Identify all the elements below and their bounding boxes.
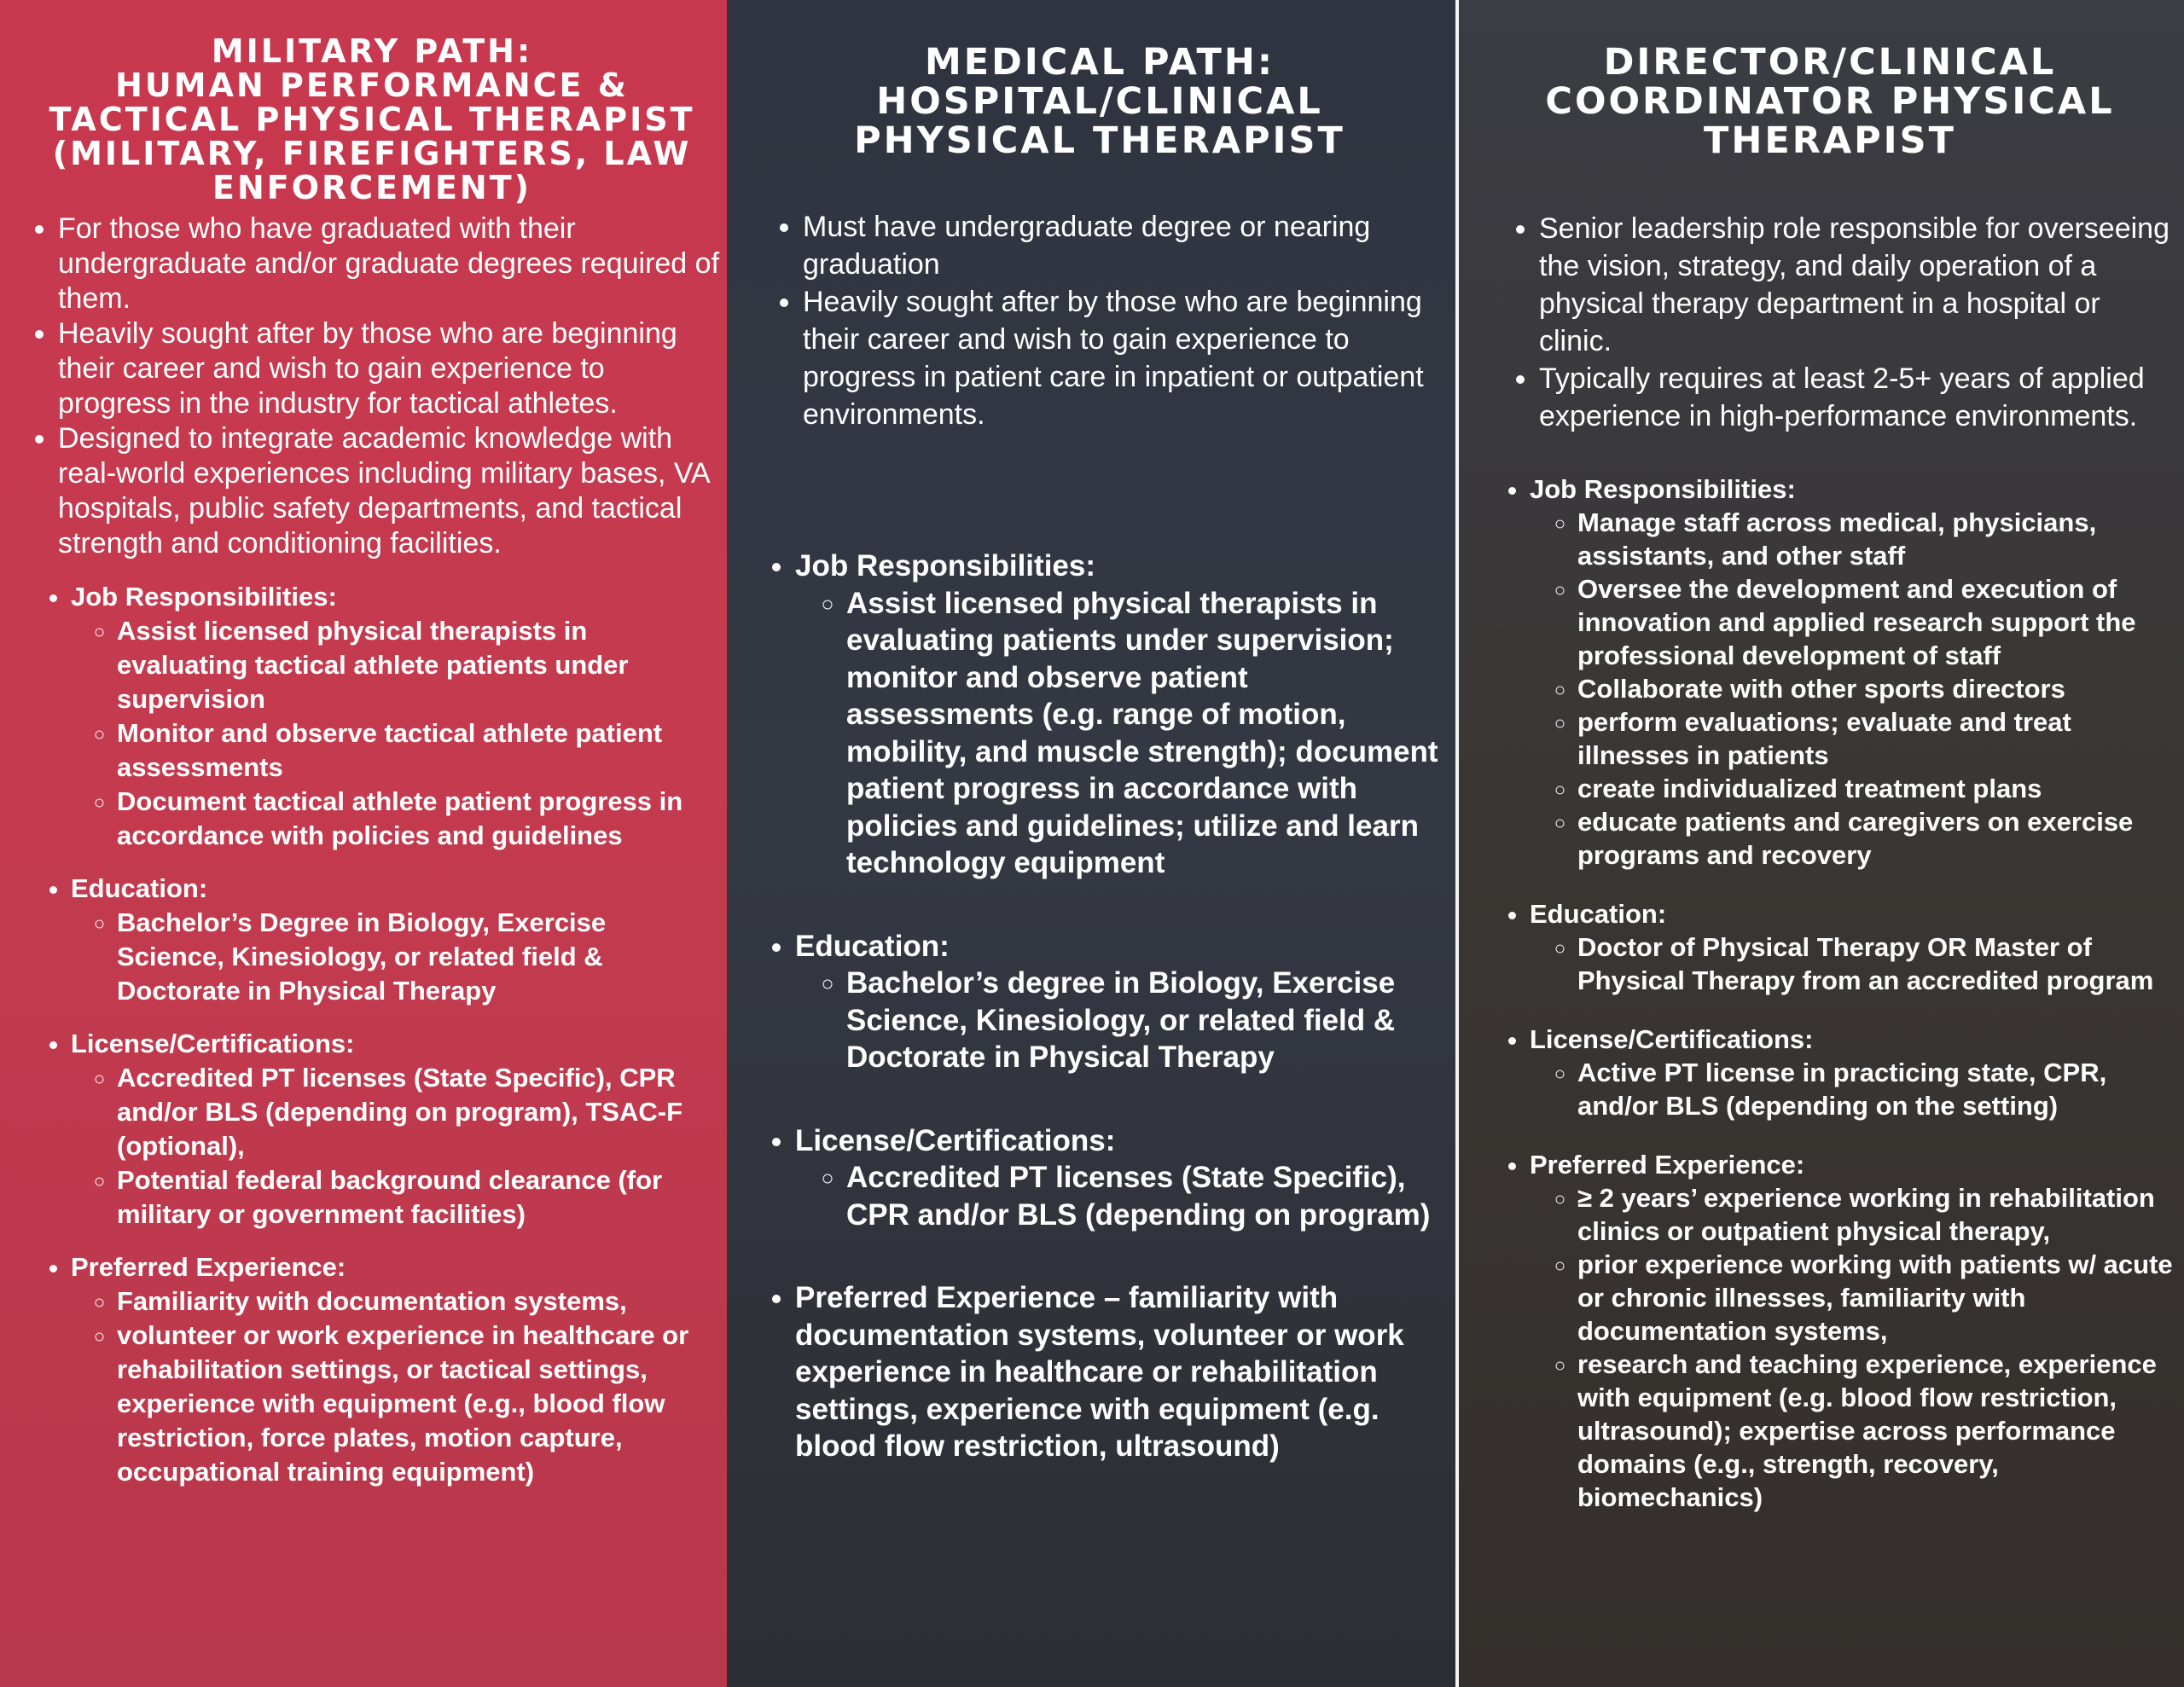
intro-list: [1484, 210, 2175, 435]
director-title: [1484, 43, 2175, 160]
list-item: ◦ Bachelor’s degree in Biology, Exercise Science, Kinesiology, or related field & Doctorate in Physical Therapy: [846, 965, 1438, 1076]
list-item: ◦ Assist licensed physical therapists in evaluating patients under supervision; monitor and observe patient assessments (e.g. range of motion, mobility, and muscle strength); document patient progress in accordance with policies and guidelines; utilize and learn technology equipment: [846, 585, 1438, 882]
title-line: THERAPIST: [1704, 119, 1956, 162]
list-item: ◦ ≥ 2 years’ experience working in rehabilitation clinics or outpatient physical therapy,: [1577, 1181, 2175, 1248]
list-item: ◦ Bachelor’s Degree in Biology, Exercise Science, Kinesiology, or related field & Doctorate in Physical Therapy: [117, 906, 720, 1008]
list-item: ◦ Document tactical athlete patient progress in accordance with policies and guidelines: [117, 785, 720, 853]
list-item: ◦ educate patients and caregivers on exercise programs and recovery: [1577, 805, 2175, 872]
list-item: ◦ Potential federal background clearance (for military or government facilities): [117, 1163, 720, 1232]
intro-item: • Senior leadership role responsible for overseeing the vision, strategy, and daily operation of a physical therapy department in a hospital or clinic.: [1539, 210, 2175, 360]
list-item: ◦ create individualized treatment plans: [1577, 772, 2175, 805]
intro-item: • Must have undergraduate degree or nearing graduation: [803, 208, 1438, 283]
section-preferred-experience: [71, 1250, 720, 1489]
medical-path-column: [727, 0, 1455, 1687]
section-label: Preferred Experience – familiarity with documentation systems, volunteer or work experience in healthcare or rehabilitation settings, experience with equipment (e.g. blood flow restriction, ultrasound): [795, 1281, 1404, 1463]
list-item: ◦ Accredited PT licenses (State Specific), CPR and/or BLS (depending on program): [846, 1159, 1438, 1233]
intro-item: • Designed to integrate academic knowledge with real-world experiences including military bases, VA hospitals, public safety departments, and tactical strength and conditioning facilities.: [58, 421, 720, 561]
section-license-certifications: [1530, 1023, 2175, 1122]
section-education: [71, 872, 720, 1008]
title-line: MEDICAL PATH:: [924, 41, 1275, 84]
section-label: License/Certifications:: [1530, 1024, 1814, 1054]
intro-item: • For those who have graduated with their undergraduate and/or graduate degrees required of them.: [58, 212, 720, 316]
section-label: Job Responsibilities:: [71, 582, 337, 612]
section-label: License/Certifications:: [795, 1123, 1116, 1157]
medical-path-title: [761, 43, 1438, 160]
list-item: ◦ Active PT license in practicing state, CPR, and/or BLS (depending on the setting): [1577, 1056, 2175, 1122]
section-preferred-experience: [1530, 1148, 2175, 1514]
section-label: Job Responsibilities:: [1530, 474, 1796, 504]
list-item: ◦ Manage staff across medical, physicians, assistants, and other staff: [1577, 506, 2175, 572]
section-label: Preferred Experience:: [1530, 1150, 1805, 1180]
title-line: DIRECTOR/CLINICAL: [1603, 41, 2057, 84]
title-line: MILITARY PATH:: [211, 32, 533, 70]
section-label: Job Responsibilities:: [795, 549, 1095, 583]
intro-item: • Heavily sought after by those who are beginning their career and wish to gain experience to progress in patient care in inpatient or outpatient environments.: [803, 283, 1438, 433]
section-license-certifications: [795, 1122, 1438, 1234]
intro-item: • Typically requires at least 2-5+ years of applied experience in high-performance environments.: [1539, 360, 2175, 435]
section-preferred-experience: [795, 1279, 1438, 1465]
intro-list: [761, 208, 1438, 433]
section-job-responsibilities: [1530, 472, 2175, 872]
list-item: ◦ Monitor and observe tactical athlete patient assessments: [117, 716, 720, 785]
section-label: Education:: [795, 929, 950, 963]
list-item: ◦ research and teaching experience, experience with equipment (e.g. blood flow restriction, ultrasound); expertise across performance domains (e.g., strength, recovery, biomechanics): [1577, 1348, 2175, 1514]
list-item: ◦ volunteer or work experience in healthcare or rehabilitation settings, or tactical settings, experience with equipment (e.g., blood flow restriction, force plates, motion capture, occupational training equipment): [117, 1319, 720, 1489]
title-line: TACTICAL PHYSICAL THERAPIST: [49, 101, 695, 138]
list-item: ◦ Doctor of Physical Therapy OR Master of Physical Therapy from an accredited program: [1577, 930, 2175, 997]
section-list: [1484, 472, 2175, 1514]
director-column: [1459, 0, 2184, 1687]
list-item: ◦ Familiarity with documentation systems,: [117, 1284, 720, 1319]
section-education: [1530, 897, 2175, 997]
list-item: ◦ Oversee the development and execution of innovation and applied research support the professional development of staff: [1577, 572, 2175, 672]
section-job-responsibilities: [795, 548, 1438, 882]
section-education: [795, 928, 1438, 1076]
title-line: PHYSICAL THERAPIST: [854, 119, 1345, 162]
section-label: Education:: [1530, 899, 1667, 929]
section-license-certifications: [71, 1027, 720, 1232]
military-path-title: [24, 34, 720, 205]
intro-item: • Heavily sought after by those who are beginning their career and wish to gain experience to progress in the industry for tactical athletes.: [58, 316, 720, 421]
title-line: COORDINATOR PHYSICAL: [1545, 80, 2115, 123]
section-label: License/Certifications:: [71, 1029, 355, 1058]
section-list: [24, 580, 720, 1489]
section-job-responsibilities: [71, 580, 720, 853]
title-line: HUMAN PERFORMANCE &: [115, 67, 629, 104]
military-path-column: [0, 0, 727, 1687]
section-list: [761, 548, 1438, 1465]
list-item: ◦ perform evaluations; evaluate and treat illnesses in patients: [1577, 705, 2175, 772]
title-line: (MILITARY, FIREFIGHTERS, LAW: [52, 135, 692, 172]
intro-list: [24, 212, 720, 561]
section-label: Preferred Experience:: [71, 1252, 346, 1282]
section-label: Education:: [71, 873, 208, 903]
list-item: ◦ Accredited PT licenses (State Specific), CPR and/or BLS (depending on program), TSAC-F (optional),: [117, 1061, 720, 1163]
list-item: ◦ prior experience working with patients w/ acute or chronic illnesses, familiarity with documentation systems,: [1577, 1248, 2175, 1348]
list-item: ◦ Collaborate with other sports directors: [1577, 672, 2175, 705]
title-line: ENFORCEMENT): [212, 169, 531, 206]
title-line: HOSPITAL/CLINICAL: [876, 80, 1323, 123]
list-item: ◦ Assist licensed physical therapists in evaluating tactical athlete patients under supervision: [117, 614, 720, 716]
